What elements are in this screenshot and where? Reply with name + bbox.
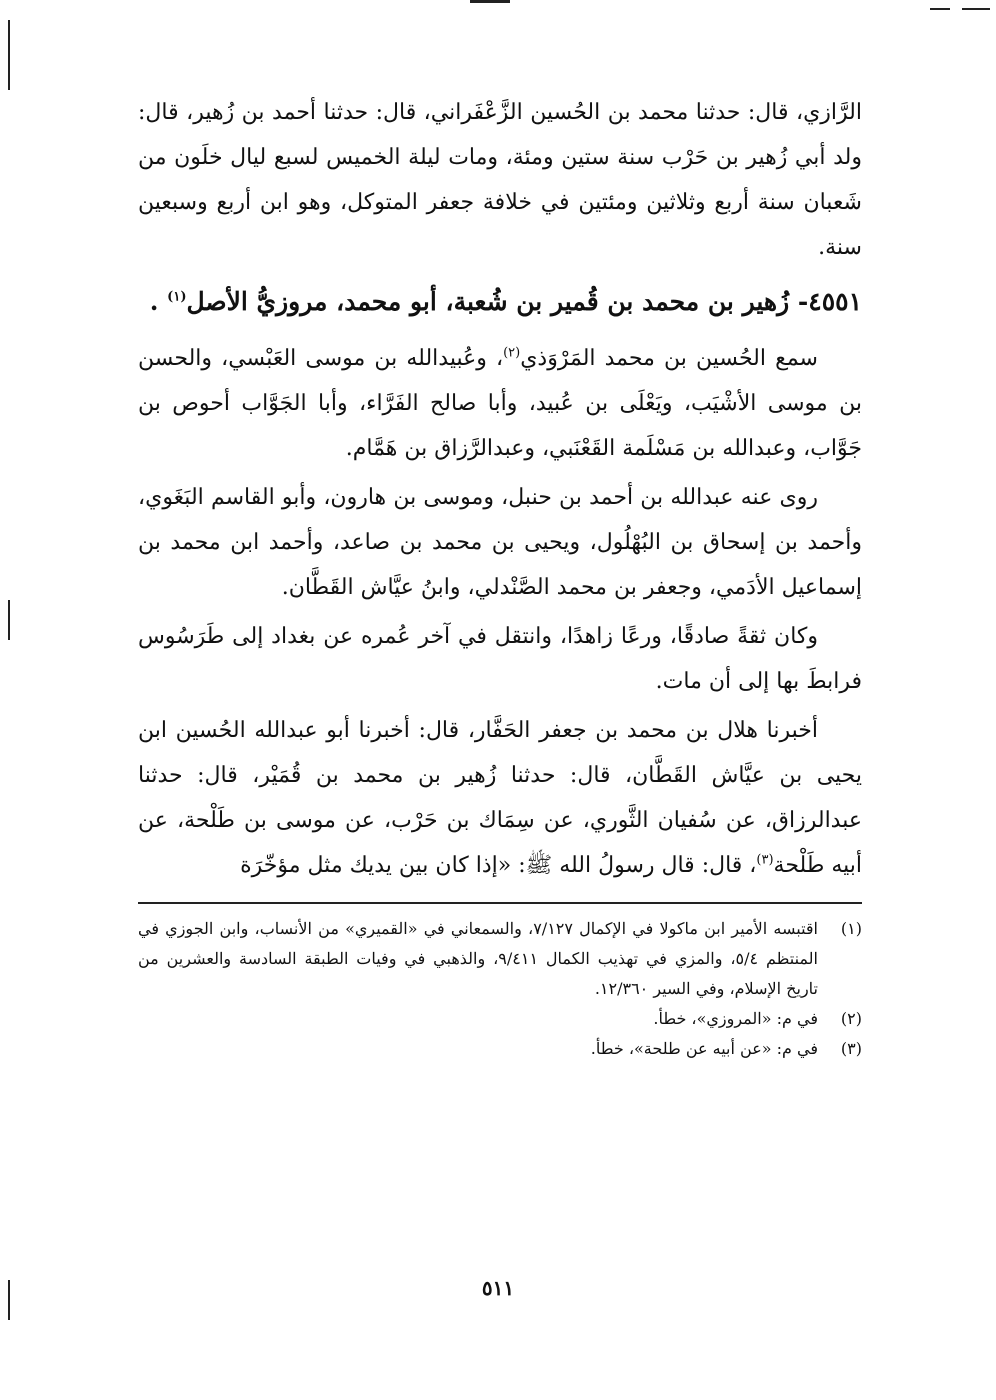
footnote-divider [138, 902, 862, 904]
scan-mark-top-right-2 [962, 8, 990, 10]
teachers-text-b: ، وعُبيدالله بن موسى العَبْسي، والحسن بن موسى الأشْيَب، ويَعْلَى بن عُبيد، وأبا صالح الفَرَّاء، وأبا الجَوَّاب أحوص بن جَوَّاب، وعبدالله بن مَسْلَمة القَعْنَبي، وعبدالرَّزاق بن هَمَّام. [138, 346, 862, 461]
entry-heading-text: ٤٥٥١- زُهير بن محمد بن قُمير بن شُعبة، أبو محمد، مروزيُّ الأصل [186, 287, 862, 316]
footnote-number: (١) [840, 919, 862, 938]
scan-mark-left-edge [8, 20, 10, 90]
footnote-3 [138, 1034, 862, 1064]
footnote-text: في م: «عن أبيه عن طلحة»، خطأ. [590, 1039, 818, 1058]
page-body [138, 90, 862, 1064]
footnote-text: اقتبسه الأمير ابن ماكولا في الإكمال ٧/١٢٧، والسمعاني في «القميري» من الأنساب، وابن الجوزي في المنتظم ٥/٤، والمزي في تهذيب الكمال ٩/٤١١، والذهبي في وفيات الطبقة السادسة والعشرين من تاريخ الإسلام، وفي السير ١٢/٣٦٠. [138, 919, 818, 998]
isnad-text-b: ، قال: قال رسولُ الله ﷺ: «إذا كان بين يديك مثل مؤخّرَة [240, 853, 757, 878]
paragraph-isnad [138, 708, 862, 888]
entry-heading-end: . [149, 287, 159, 316]
scan-mark-top-right [930, 8, 950, 10]
page-number: ٥١١ [481, 1276, 515, 1300]
paragraph-continuation: الرَّازي، قال: حدثنا محمد بن الحُسين الزَّعْفَراني، قال: حدثنا أحمد بن زُهير، قال: ولد أبي زُهير بن حَرْب سنة ستين ومئة، ومات ليلة الخميس لسبع ليال خلَون من شَعبان سنة أربع وثلاثين ومئتين في خلافة جعفر المتوكل، وهو ابن أربع وسبعين سنة. [138, 100, 862, 260]
footnote-1 [138, 914, 862, 1004]
scan-mark-left-edge-2 [8, 600, 10, 640]
isnad-text-a: أخبرنا هلال بن محمد بن جعفر الحَفَّار، قال: أخبرنا أبو عبدالله الحُسين ابن يحيى بن عيَّاش القَطَّان، قال: حدثنا زُهير بن محمد بن قُمَيْر، قال: حدثنا عبدالرزاق، عن سُفيان الثَّوري، عن سِمَاك بن حَرْب، عن موسى بن طَلْحة، عن أبيه طَلْحة [138, 718, 862, 878]
footnote-2 [138, 1004, 862, 1034]
footnote-number: (٣) [840, 1039, 862, 1058]
footnote-text: في م: «المروزي»، خطأ. [653, 1009, 818, 1028]
paragraph-teachers [138, 336, 862, 471]
entry-heading [138, 274, 862, 330]
paragraph-grading: وكان ثقةً صادقًا، ورعًا زاهدًا، وانتقل في آخر عُمره عن بغداد إلى طَرَسُوس فرابطَ بها إلى أن مات. [138, 624, 862, 694]
scan-mark-top-center [470, 0, 510, 3]
paragraph-students: روى عنه عبدالله بن أحمد بن حنبل، وموسى بن هارون، وأبو القاسم البَغَوي، وأحمد بن إسحاق بن البُهْلُول، ويحيى بن محمد بن صاعد، وأحمد ابن محمد بن إسماعيل الأدَمي، وجعفر بن محمد الصَّنْدلي، وابنُ عيَّاش القَطَّان. [138, 485, 862, 600]
scan-mark-left-edge-3 [8, 1280, 10, 1320]
footnote-ref-2: (٢) [503, 345, 521, 361]
footnote-number: (٢) [840, 1009, 862, 1028]
teachers-text-a: سمع الحُسين بن محمد المَرْوَذي [520, 346, 818, 371]
footnote-ref-3: (٣) [756, 852, 774, 868]
footnote-ref-1: (١) [167, 289, 187, 305]
